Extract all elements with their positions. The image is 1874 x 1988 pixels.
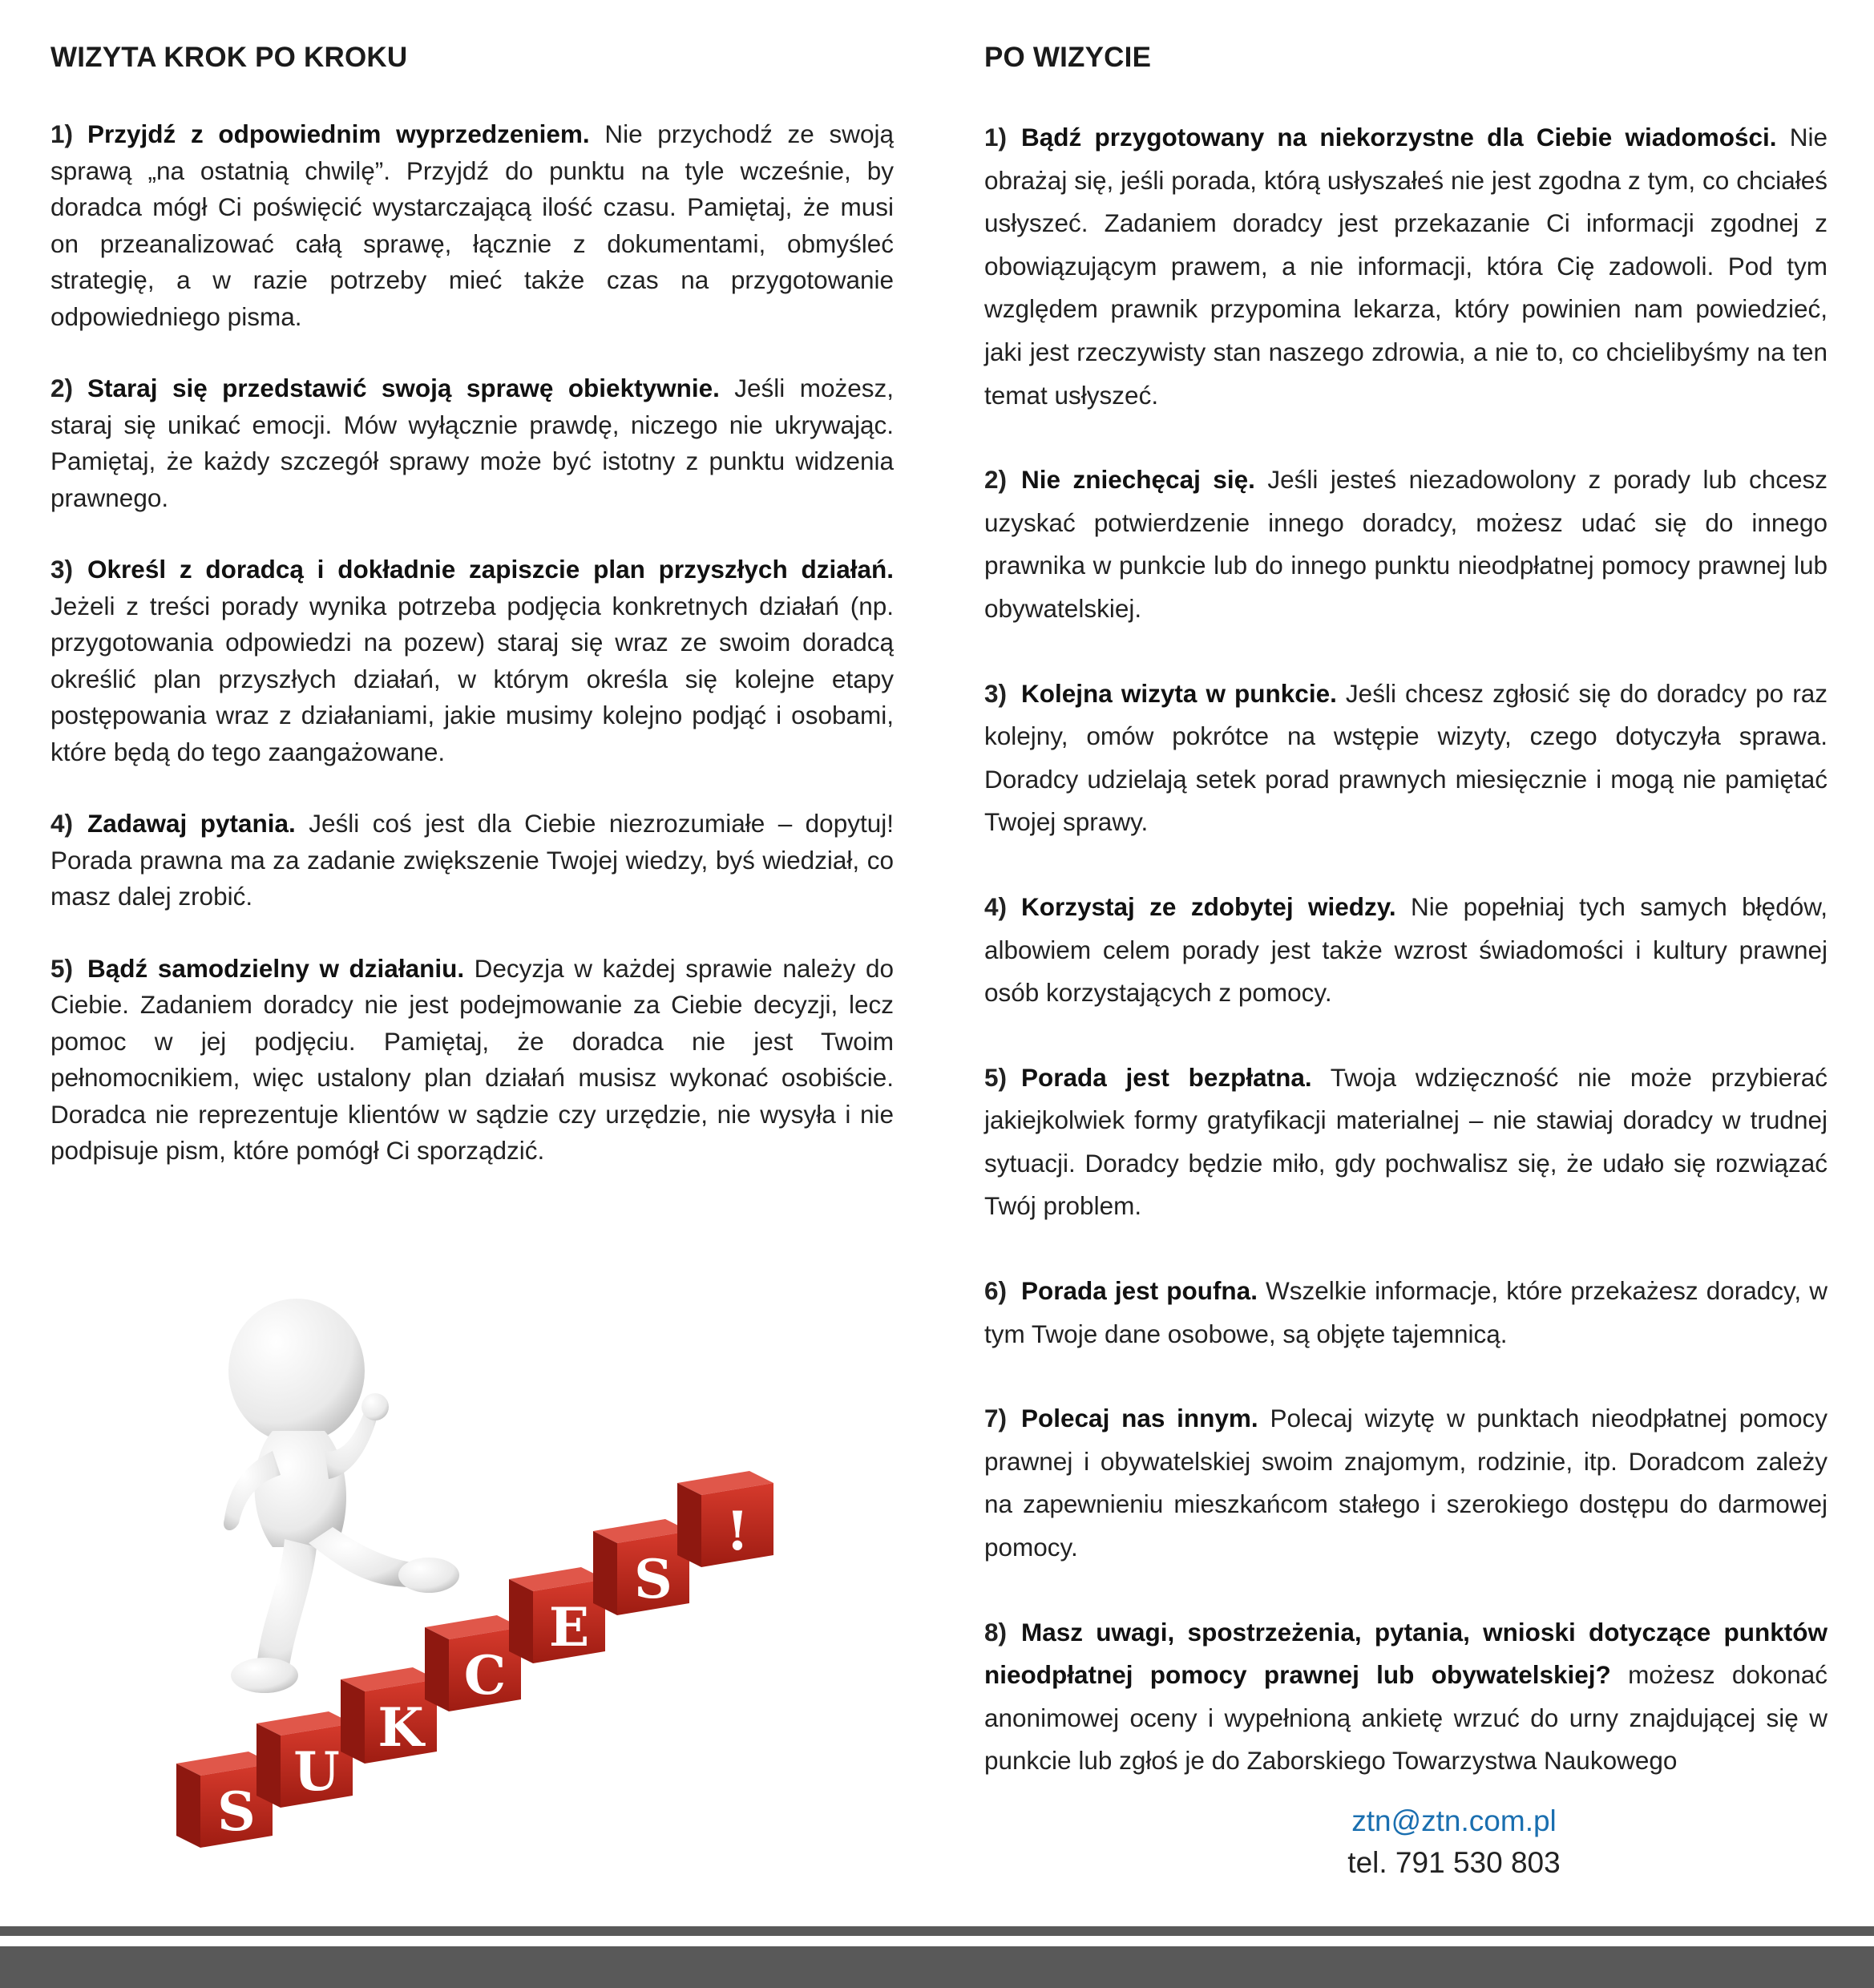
right-item-7: 7) Polecaj nas innym. Polecaj wizytę w punktach nieodpłatnej pomocy prawnej i obywatelskiej swoim znajomym, rodzinie, itp. Doradcom zależy na zapewnieniu mieszkańcom stałego i szerokiego dostępu do darmowej pomocy. xyxy=(984,1404,1828,1562)
letter-k: K xyxy=(378,1696,424,1759)
right-item-5: 5) Porada jest bezpłatna. Twoja wdzięczność nie może przybierać jakiejkolwiek formy gratyfikacji materialnej – nie stawiaj doradcy w trudnej sytuacji. Doradcy będzie miło, gdy pochwalisz się, że udało się rozwiązać Twój problem. xyxy=(984,1062,1828,1221)
right-column xyxy=(984,42,1828,1884)
left-item-3: 3) Określ z doradcą i dokładnie zapiszcie plan przyszłych działań. Jeżeli z treści porady wynika potrzeba podjęcia konkretnych działań (np. przygotowania odpowiedzi na pozew) staraj się wraz ze swoim doradcą określić plan przyszłych działań, w którym określa się kolejne etapy postępowania wraz z działaniami, jakie musimy kolejno podjąć i osobami, które będą do tego zaangażowane. xyxy=(50,555,894,766)
right-item-8: 8) Masz uwagi, spostrzeżenia, pytania, wnioski dotyczące punktów nieodpłatnej pomocy prawnej lub obywatelskiej? możesz dokonać anonimowej oceny i wypełnioną ankietę wrzuć do urny znajdującej się w punkcie lub zgłoś je do Zaborskiego Towarzystwa Naukowego xyxy=(984,1617,1828,1776)
left-item-4: 4) Zadawaj pytania. Jeśli coś jest dla Ciebie niezrozumiałe – dopytuj! Porada prawna ma za zadanie zwiększenie Twojej wiedzy, byś wiedział, co masz dalej zrobić. xyxy=(50,809,894,911)
right-item-4: 4) Korzystaj ze zdobytej wiedzy. Nie popełniaj tych samych błędów, albowiem celem porady jest także wzrost świadomości i kultury prawnej osób korzystających z pomocy. xyxy=(984,891,1828,1008)
right-heading: PO WIZYCIE xyxy=(984,42,1152,73)
right-items xyxy=(984,116,1828,1783)
letter-s1: S xyxy=(217,1780,256,1843)
right-item-6: 6) Porada jest poufna. Wszelkie informacje, które przekażesz doradcy, w tym Twoje dane osobowe, są objęte tajemnicą. xyxy=(984,1276,1828,1348)
letter-e: E xyxy=(548,1596,590,1659)
left-heading: WIZYTA KROK PO KROKU xyxy=(50,42,408,73)
footer-divider-thick xyxy=(0,1946,1874,1988)
right-item-3: 3) Kolejna wizyta w punkcie. Jeśli chcesz zgłosić się do doradcy po raz kolejny, omów pokrótce na wstępie wizyty, czego dotyczyła sprawa. Doradcy udzielają setek porad prawnych miesięcznie i mogą nie pamiętać Twojej sprawy. xyxy=(984,678,1828,837)
left-item-2: 2) Staraj się przedstawić swoją sprawę obiektywnie. Jeśli możesz, staraj się unikać emocji. Mów wyłącznie prawdę, niczego nie ukrywając. Pamiętaj, że każdy szczegół sprawy może być istotny z punktu widzenia prawnego. xyxy=(50,374,894,512)
sukces-stairs-illustration xyxy=(152,1251,842,1892)
stick-figure xyxy=(224,1299,459,1693)
left-items xyxy=(50,116,894,1170)
letter-c: C xyxy=(463,1644,507,1707)
footer-divider-thin xyxy=(0,1926,1874,1936)
contact-phone: tel. 791 530 803 xyxy=(1347,1846,1561,1879)
letter-s2: S xyxy=(634,1548,672,1610)
contact-block xyxy=(984,1800,1828,1884)
right-item-1: 1) Bądź przygotowany na niekorzystne dla Ciebie wiadomości. Nie obrażaj się, jeśli porada, którą usłyszałeś nie jest zgodna z tym, co chciałeś usłyszeć. Zadaniem doradcy jest przekazanie Ci informacji zgodnej z obowiązującym prawem, a nie informacji, która Cię zadowoli. Pod tym względem prawnik przypomina lekarza, który powinien nam powiedzieć, jaki jest rzeczywisty stan naszego zdrowia, a nie to, co chcielibyśmy na ten temat usłyszeć. xyxy=(984,123,1828,410)
right-item-2: 2) Nie zniechęcaj się. Jeśli jesteś niezadowolony z porady lub chcesz uzyskać potwierdzenie innego doradcy, możesz udać się do innego prawnika w punkcie lub do innego punktu nieodpłatnej pomocy prawnej lub obywatelskiej. xyxy=(984,465,1828,623)
left-item-5: 5) Bądź samodzielny w działaniu. Decyzja w każdej sprawie należy do Ciebie. Zadaniem doradcy nie jest podejmowanie za Ciebie decyzji, lecz pomoc w jej podjęciu. Pamiętaj, że doradca nie jest Twoim pełnomocnikiem, więc ustalony plan działań musisz wykonać osobiście. Doradca nie reprezentuje klientów w sądzie czy urzędzie, nie wysyła i nie podpisuje pism, które pomógł Ci sporządzić. xyxy=(50,953,894,1165)
letter-u: U xyxy=(293,1740,340,1803)
letter-exclamation: ! xyxy=(725,1500,749,1562)
contact-email-link[interactable]: ztn@ztn.com.pl xyxy=(1351,1804,1557,1837)
left-column xyxy=(50,42,894,1205)
left-item-1: 1) Przyjdź z odpowiednim wyprzedzeniem. Nie przychodź ze swoją sprawą „na ostatnią chwilę”. Przyjdź do punktu na tyle wcześnie, by doradca mógł Ci poświęcić wystarczającą ilość czasu. Pamiętaj, że musi on przeanalizować całą sprawę, łącznie z dokumentami, obmyśleć strategię, a w razie potrzeby mieć także czas na przygotowanie odpowiedniego pisma. xyxy=(50,119,894,331)
